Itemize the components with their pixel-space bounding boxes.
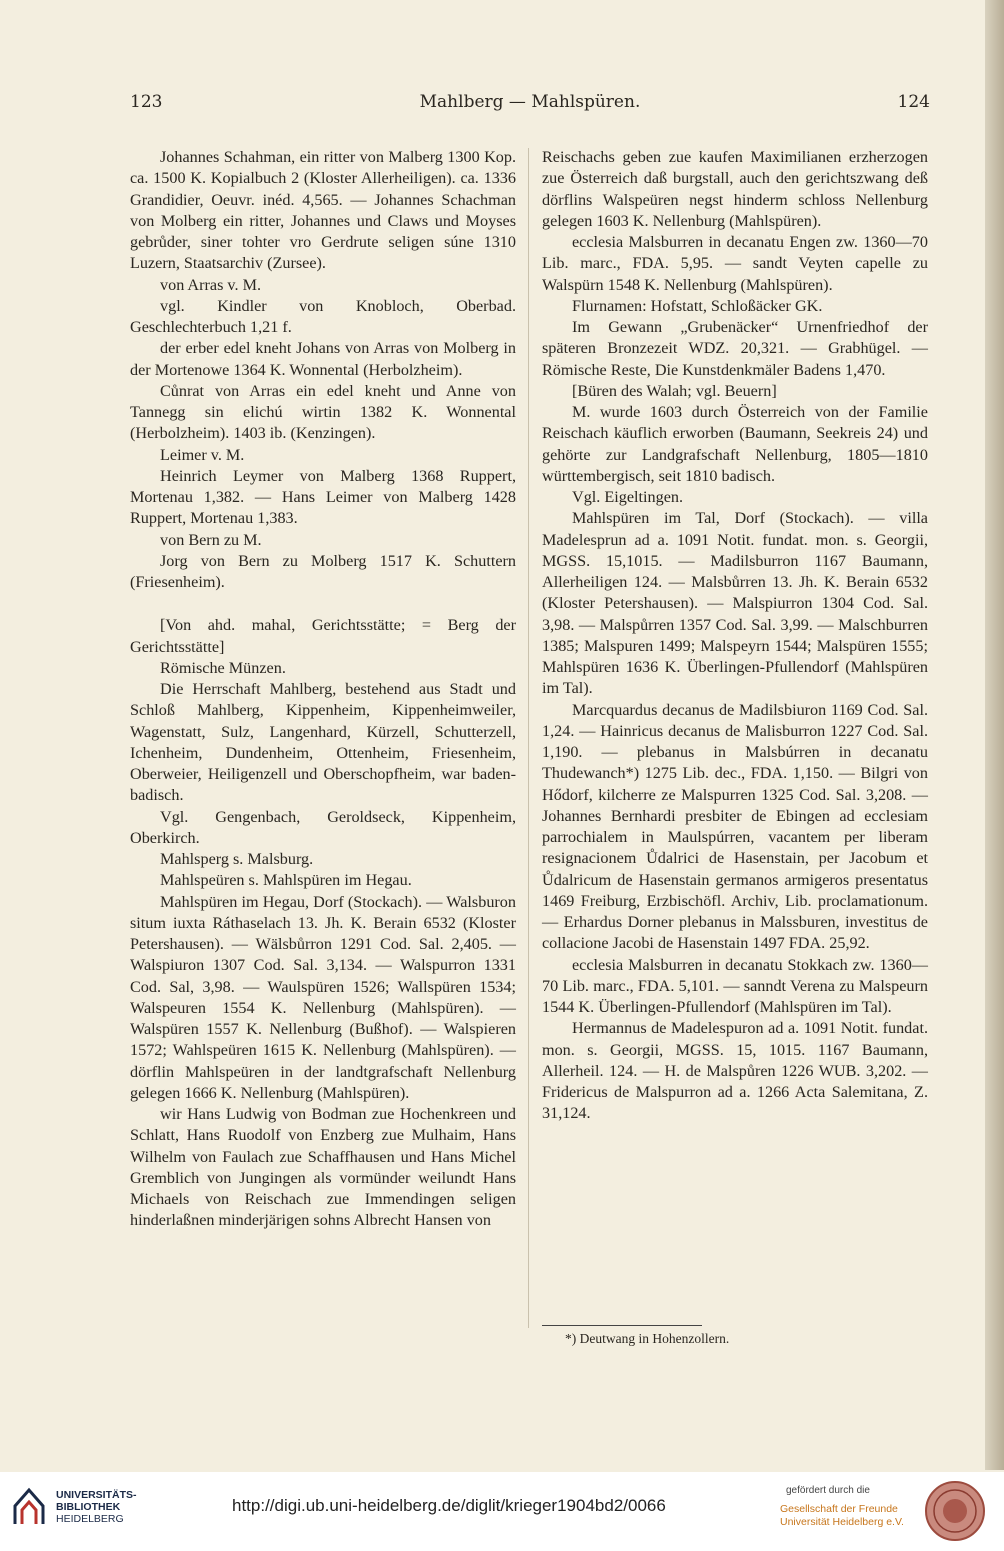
left-paragraph: von Bern zu M. [160,530,262,549]
library-logo-icon [12,1486,46,1528]
page-number-right: 124 [897,92,930,112]
left-paragraph: Die Herrschaft Mahlberg, bestehend aus Stadt und Schloß Mahlberg, Kippenheim, Kippenheimweiler, Wagenstatt, Sulz, Langenhard, Kürzell, Schutterzell, Ichenheim, Dundenheim, Ottenheim, Friesenheim, Oberweier, Heiligenzell und Oberschopfheim, war baden-badisch. [130,680,516,805]
permalink-url[interactable]: http://digi.ub.uni-heidelberg.de/diglit/krieger1904bd2/0066 [232,1496,666,1515]
library-name-line3: HEIDELBERG [56,1513,124,1525]
left-paragraph: Johannes Schahman, ein ritter von Malberg 1300 Kop. ca. 1500 K. Kopialbuch 2 (Kloster Allerheiligen). ca. 1336 Grandidier, Oeuvr. inéd. 4,565. — Johannes Schachman von Molberg ein ritter, Johannes und Claws und Moyses gebrůder, siner tohter vro Gerdrute seligen súne 1310 Luzern, Staatsarchiv (Zursee). [130,148,516,273]
page-number-left: 123 [130,92,163,112]
running-header [130,92,930,116]
right-paragraph: Mahlspüren im Tal, Dorf (Stockach). — villa Madelesprun ad a. 1091 Notit. fundat. mon. s. Georgii, MGSS. 15,1015. — Madilsburron 1167 Baumann, Allerheiligen 124. — Malsbůrren 13. Jh. K. Berain 6532 (Kloster Petershausen). — Malspiurron 1304 Cod. Sal. 3,98. — Malspůrren 1357 Cod. Sal. 3,99. — Malschburren 1385; Malspuren 1499; Malspeyrn 1544; Malspüren 1555; Mahlspüren 1636 K. Überlingen-Pfullendorf (Mahlspüren im Tal). [542,509,928,698]
library-name-line2: BIBLIOTHEK [56,1501,121,1513]
right-paragraph: Flurnamen: Hofstatt, Schloßäcker GK. [572,296,823,315]
left-paragraph: Mahlspeüren s. Mahlspüren im Hegau. [160,871,412,890]
left-paragraph: wir Hans Ludwig von Bodman zue Hochenkreen und Schlatt, Hans Ruodolf von Enzberg zue Mulhaim, Hans Wilhelm von Faulach zue Schaffhausen und Hans Michel Gremblich von Jungingen als vormünder weilundt Hans Michaels von Reischach zue Immendingen seligen hinderlaßnen minderjärigen sohns Albrecht Hansen von [130,1105,516,1230]
left-paragraph: Vgl. Gengenbach, Geroldseck, Kippenheim, Oberkirch. [130,807,516,847]
right-paragraph: Hermannus de Madelespuron ad a. 1091 Notit. fundat. mon. s. Georgii, MGSS. 15, 1015. 1167 Baumann, Allerheil. 124. — H. de Malspůren 1226 WUB. 3,202. — Fridericus de Malspurron ad a. 1266 Acta Salemitana, Z. 31,124. [542,1019,928,1123]
footnote: *) Deutwang in Hohenzollern. [565,1331,730,1346]
society-line2: Universität Heidelberg e.V. [780,1516,904,1528]
column-divider [528,148,529,1328]
left-paragraph: Römische Münzen. [160,658,286,677]
left-paragraph: Heinrich Leymer von Malberg 1368 Ruppert, Mortenau 1,382. — Hans Leimer von Malberg 1428 Ruppert, Mortenau 1,383. [130,466,516,528]
footer-bar [0,1472,1004,1551]
right-paragraph: Im Gewann „Grubenäcker“ Urnenfriedhof der späteren Bronzezeit WDZ. 20,321. — Grabhügel. — Römische Reste, Die Kunstdenkmäler Badens 1,470. [542,318,928,379]
page-edge [985,0,1004,1470]
left-paragraph: Leimer v. M. [160,445,245,464]
running-title: Mahlberg — Mahlspüren. [419,92,641,112]
right-paragraph: M. wurde 1603 durch Österreich von der Familie Reischach käuflich erworben (Baumann, Seekreis 24) und gehörte zur Landgrafschaft Nellenburg, 1805—1810 württembergisch, seit 1810 badisch. [542,403,928,485]
right-paragraph: Reischachs geben zue kaufen Maximilianen erzherzogen zue Österreich daß burgstall, auch den gerichtszwang deß dörflins Walspeüren negst hinderm schloss Nellenburg gelegen 1603 K. Nellenburg (Mahlspüren). [542,148,928,230]
right-column [542,147,928,1125]
society-line1: Gesellschaft der Freunde [780,1503,898,1515]
left-paragraph: Jorg von Bern zu Molberg 1517 K. Schuttern (Friesenheim). [130,551,516,591]
right-paragraph: Vgl. Eigeltingen. [572,488,684,506]
left-paragraph: vgl. Kindler von Knobloch, Oberbad. Geschlechterbuch 1,21 f. [130,296,516,336]
library-name-line1: UNIVERSITÄTS- [56,1489,137,1501]
left-paragraph: [Von ahd. mahal, Gerichtsstätte; = Berg der Gerichtsstätte] [130,616,516,656]
library-name [56,1489,137,1525]
university-seal-icon [924,1480,986,1542]
funded-by-label: gefördert durch die [786,1485,870,1496]
right-paragraph: ecclesia Malsburren in decanatu Engen zw. 1360—70 Lib. marc., FDA. 5,95. — sandt Veyten capelle zu Walspürn 1548 K. Nellenburg (Mahlspüren). [542,233,928,294]
left-paragraph: Mahlsperg s. Malsburg. [160,850,314,868]
left-column [130,147,516,1232]
left-paragraph: von Arras v. M. [160,275,262,294]
footnote-rule [542,1325,702,1326]
left-paragraph: Mahlspüren im Hegau, Dorf (Stockach). — Walsburon situm iuxta Ráthaselach 13. Jh. K. Berain 6532 (Kloster Petershausen). — Wälsbůrron 1291 Cod. Sal. 2,405. — Walspiuron 1307 Cod. Sal. 3,134. — Walspurron 1331 Cod. Sal, 3,98. — Waulspüren 1526; Wallspüren 1534; Walspeuren 1554 K. Nellenburg (Mahlspüren). — Walspüren 1557 K. Nellenburg (Bußhof). — Walspieren 1572; Wahlspeüren 1615 K. Nellenburg (Mahlspüren). — dörflin Mahlspeüren in der landtgrafschaft Nellenburg gelegen 1666 K. Nellenburg (Mahlspüren). [130,892,516,1102]
left-paragraph: der erber edel kneht Johans von Arras von Molberg in der Mortenowe 1364 K. Wonnental (Herbolzheim). [130,339,516,379]
society-name [780,1503,904,1529]
left-paragraph [130,593,516,615]
left-paragraph: Cůnrat von Arras ein edel kneht und Anne von Tannegg sin elichú wirtin 1382 K. Wonnental (Herbolzheim). 1403 ib. (Kenzingen). [130,381,516,443]
right-paragraph: Marcquardus decanus de Madilsbiuron 1169 Cod. Sal. 1,24. — Hainricus decanus de Malisburron 1227 Cod. Sal. 1,190. — plebanus in Malsbúrren in decanatu Thudewanch*) 1275 Lib. dec., FDA. 1,150. — Bilgri von Hődorf, kilcherre ze Malspurren 1325 Cod. Sal. 3,208. — Johannes Bernhardi presbiter de Ebingen ad ecclesiam parrochialem in Maulspúrren, vacantem per liberam resignacionem Ůdalrici de Hasenstain, per Jacobum et Ůdalricum de Hasenstain germanos armigeros presentatus 1469 Freiburg, Erzbischöfl. Archiv, Lib. proclamationum. — Erhardus Dorner plebanus in Malssburen, investitus de collacione Jacobi de Hasenstain 1497 FDA. 25,92. [542,700,928,953]
right-paragraph: ecclesia Malsburren in decanatu Stokkach zw. 1360—70 Lib. marc., FDA. 5,101. — sanndt Verena zu Malspeurn 1544 K. Überlingen-Pfullendorf (Mahlspüren im Tal). [542,955,928,1016]
right-paragraph: [Büren des Walah; vgl. Beuern] [572,381,777,400]
